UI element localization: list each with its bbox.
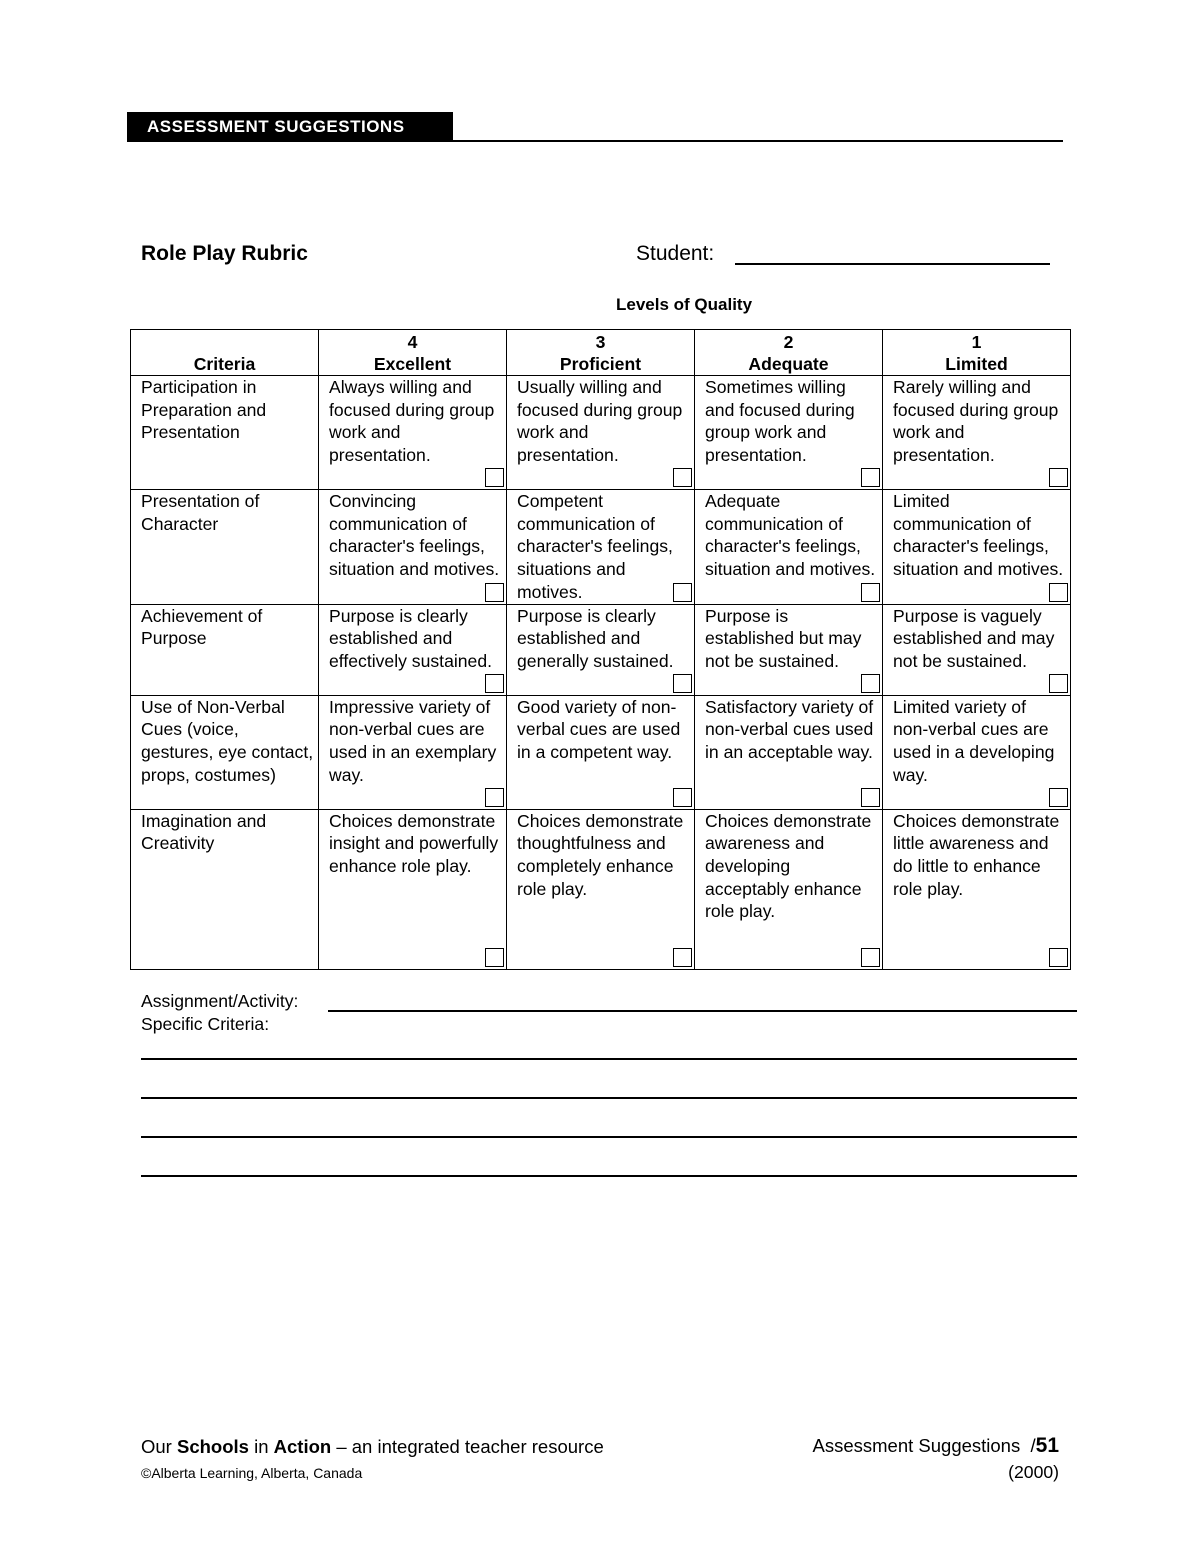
criteria-line[interactable] [141, 1175, 1077, 1177]
footer-year: (2000) [1008, 1462, 1059, 1482]
assignment-label: Assignment/Activity: [141, 991, 299, 1011]
descriptor-text: Impressive variety of non-verbal cues are used in an exemplary way. [329, 696, 497, 785]
column-header-adequate [695, 330, 883, 376]
descriptor-text: Adequate communication of character's feelings, situation and motives. [705, 491, 876, 580]
descriptor-text: Purpose is clearly established and generally sustained. [517, 605, 674, 671]
footer-text-bold: Schools [176, 1436, 249, 1457]
rubric-cell [883, 376, 1071, 490]
column-name: Adequate [748, 354, 829, 374]
criteria-cell: Achievement of Purpose [131, 604, 319, 695]
score-checkbox[interactable] [485, 948, 504, 967]
column-header-excellent [319, 330, 507, 376]
section-header-tab: ASSESSMENT SUGGESTIONS [127, 112, 453, 142]
score-checkbox[interactable] [1049, 948, 1068, 967]
footer-text: – an integrated teacher resource [331, 1436, 604, 1457]
score-checkbox[interactable] [861, 788, 880, 807]
score-checkbox[interactable] [673, 674, 692, 693]
page-number: 51 [1035, 1434, 1059, 1457]
table-row [131, 376, 1071, 490]
footer-text: in [248, 1436, 274, 1457]
table-row [131, 695, 1071, 809]
descriptor-text: Always willing and focused during group work and presentation. [329, 377, 495, 466]
student-label: Student: [636, 242, 715, 265]
levels-of-quality-heading: Levels of Quality [616, 295, 753, 314]
score-checkbox[interactable] [485, 788, 504, 807]
score-checkbox[interactable] [861, 674, 880, 693]
score-checkbox[interactable] [673, 468, 692, 487]
rubric-cell [319, 695, 507, 809]
descriptor-text: Limited communication of character's feelings, situation and motives. [893, 491, 1064, 580]
descriptor-text: Choices demonstrate insight and powerfully enhance role play. [329, 810, 499, 876]
rubric-cell [319, 490, 507, 605]
criteria-line[interactable] [141, 1136, 1077, 1138]
table-row [131, 604, 1071, 695]
score-checkbox[interactable] [861, 468, 880, 487]
table-row [131, 490, 1071, 605]
score-checkbox[interactable] [485, 468, 504, 487]
assignment-field[interactable] [328, 1010, 1077, 1012]
rubric-cell [507, 604, 695, 695]
descriptor-text: Choices demonstrate little awareness and do little to enhance role play. [893, 810, 1060, 899]
score-checkbox[interactable] [861, 583, 880, 602]
rubric-cell [695, 695, 883, 809]
descriptor-text: Usually willing and focused during group work and presentation. [517, 377, 683, 466]
score-checkbox[interactable] [1049, 468, 1068, 487]
footer-section [813, 1434, 1060, 1458]
table-row [131, 809, 1071, 969]
footer-text: Our [141, 1436, 177, 1457]
descriptor-text: Convincing communication of character's feelings, situation and motives. [329, 491, 500, 580]
page-title: Role Play Rubric [141, 242, 308, 265]
criteria-cell: Imagination and Creativity [131, 809, 319, 969]
rubric-cell [695, 604, 883, 695]
score-checkbox[interactable] [673, 948, 692, 967]
footer-publication [141, 1436, 604, 1458]
column-name: Proficient [559, 354, 642, 374]
column-name: Excellent [373, 354, 452, 374]
rubric-cell [883, 695, 1071, 809]
score-checkbox[interactable] [673, 583, 692, 602]
rubric-cell [695, 809, 883, 969]
descriptor-text: Sometimes willing and focused during group work and presentation. [705, 377, 855, 466]
descriptor-text: Choices demonstrate awareness and developing acceptably enhance role play. [705, 810, 872, 922]
criteria-line[interactable] [141, 1097, 1077, 1099]
specific-criteria-label: Specific Criteria: [141, 1014, 270, 1034]
criteria-cell: Use of Non-Verbal Cues (voice, gestures, eye contact, props, costumes) [131, 695, 319, 809]
student-name-field[interactable] [735, 263, 1050, 265]
column-header-criteria [131, 330, 319, 376]
descriptor-text: Satisfactory variety of non-verbal cues used in an acceptable way. [705, 696, 874, 762]
score-checkbox[interactable] [1049, 674, 1068, 693]
column-number: 2 [783, 332, 794, 352]
rubric-cell [883, 604, 1071, 695]
rubric-table [130, 329, 1071, 970]
footer-copyright: ©Alberta Learning, Alberta, Canada [141, 1465, 363, 1481]
rubric-header-row [131, 330, 1071, 376]
rubric-cell [319, 809, 507, 969]
score-checkbox[interactable] [485, 583, 504, 602]
score-checkbox[interactable] [861, 948, 880, 967]
footer-section-label: Assessment Suggestions / [812, 1435, 1036, 1456]
column-name: Criteria [193, 354, 256, 374]
score-checkbox[interactable] [673, 788, 692, 807]
column-header-proficient [507, 330, 695, 376]
rubric-cell [507, 490, 695, 605]
column-name: Limited [945, 354, 1008, 374]
rubric-cell [883, 809, 1071, 969]
descriptor-text: Purpose is vaguely established and may not be sustained. [893, 605, 1055, 671]
descriptor-text: Limited variety of non-verbal cues are used in a developing way. [893, 696, 1055, 785]
criteria-line[interactable] [141, 1058, 1077, 1060]
score-checkbox[interactable] [1049, 788, 1068, 807]
rubric-cell [507, 376, 695, 490]
column-number: 1 [971, 332, 982, 352]
score-checkbox[interactable] [485, 674, 504, 693]
criteria-cell: Participation in Preparation and Presentation [131, 376, 319, 490]
descriptor-text: Choices demonstrate thoughtfulness and completely enhance role play. [517, 810, 684, 899]
header-rule [127, 140, 1063, 142]
descriptor-text: Competent communication of character's feelings, situations and motives. [517, 491, 673, 602]
rubric-cell [507, 695, 695, 809]
criteria-cell: Presentation of Character [131, 490, 319, 605]
rubric-cell [883, 490, 1071, 605]
column-number: 3 [595, 332, 606, 352]
rubric-cell [695, 490, 883, 605]
rubric-cell [695, 376, 883, 490]
descriptor-text: Purpose is clearly established and effectively sustained. [329, 605, 492, 671]
descriptor-text: Rarely willing and focused during group work and presentation. [893, 377, 1059, 466]
column-header-limited [883, 330, 1071, 376]
footer-text-bold: Action [273, 1436, 332, 1457]
rubric-cell [319, 376, 507, 490]
column-number: 4 [407, 332, 418, 352]
descriptor-text: Good variety of non-verbal cues are used in a competent way. [517, 696, 681, 762]
descriptor-text: Purpose is established but may not be sustained. [705, 605, 862, 671]
rubric-cell [319, 604, 507, 695]
score-checkbox[interactable] [1049, 583, 1068, 602]
rubric-cell [507, 809, 695, 969]
